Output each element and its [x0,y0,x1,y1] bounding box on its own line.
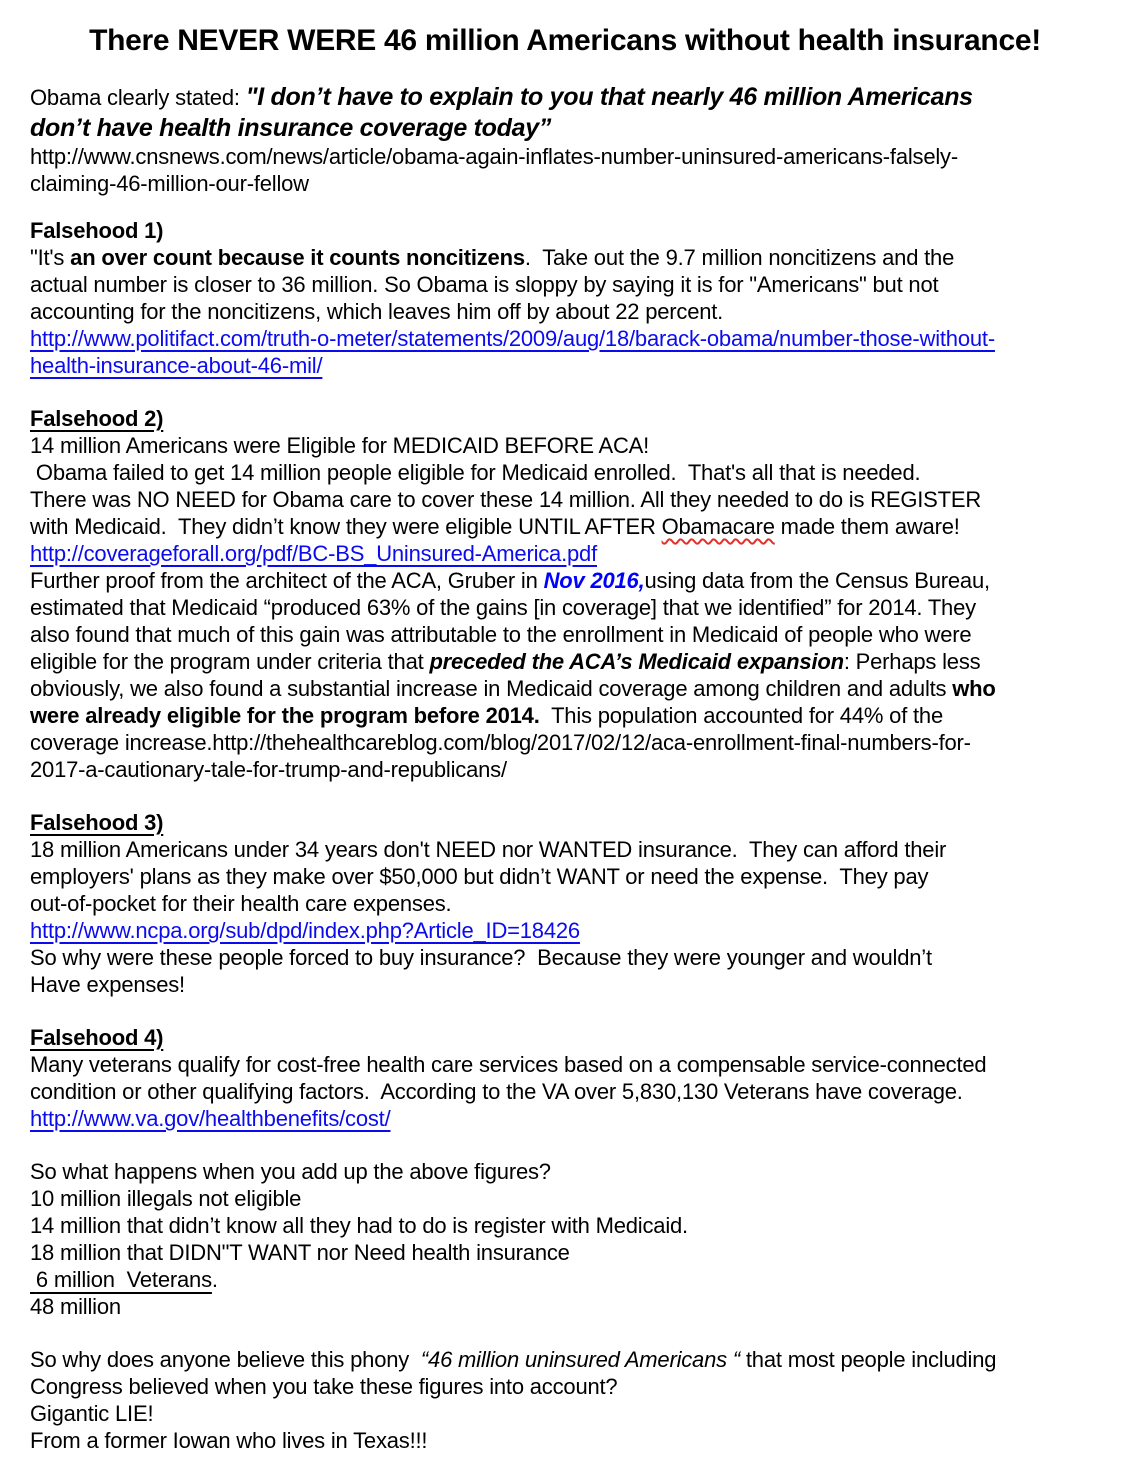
f2-text: using data from the Census Bureau, [644,568,990,593]
f2-text: with Medicaid. They didn’t know they were eligible UNTIL AFTER [30,514,662,539]
falsehood-3-heading: Falsehood 3) [30,810,164,835]
intro-lead: Obama clearly stated: [30,85,246,110]
blank-line [30,379,1100,405]
f2-bold-phrase-start: who [952,676,996,701]
falsehood-3-text-line-5: Have expenses! [30,972,185,997]
closing-line-4: From a former Iowan who lives in Texas!!! [30,1428,428,1453]
falsehood-1-text-line-1 [30,244,1100,271]
f2-bold-italic-phrase: preceded the ACA’s Medicaid expansion [429,649,844,674]
f1-bold-claim: an over count because it counts noncitizens [70,245,525,270]
coverageforall-link[interactable]: http://coverageforall.org/pdf/BC-BS_Uninsured-America.pdf [30,541,597,566]
document-page [30,24,1100,1454]
falsehood-3-text-line-3: out-of-pocket for their health care expenses. [30,891,452,916]
falsehood-4-heading-line [30,1024,1100,1051]
falsehood-2-text-line-2: Obama failed to get 14 million people eligible for Medicaid enrolled. That's all that is needed. [30,460,921,485]
closing-line-1 [30,1346,1100,1373]
summary-question: So what happens when you add up the above figures? [30,1159,551,1184]
ncpa-link[interactable]: http://www.ncpa.org/sub/dpd/index.php?Article_ID=18426 [30,918,580,943]
closing-italic-quote: “46 million uninsured Americans “ [420,1347,740,1372]
document-title: There NEVER WERE 46 million Americans without health insurance! [89,24,1041,57]
summary-line-illegals: 10 million illegals not eligible [30,1186,302,1211]
closing-line-3: Gigantic LIE! [30,1401,154,1426]
summary-line-veterans [30,1266,1100,1293]
falsehood-4-text-line-2: condition or other qualifying factors. According to the VA over 5,830,130 Veterans have coverage. [30,1079,963,1104]
f2-text: Further proof from the architect of the ACA, Gruber in [30,568,544,593]
politifact-link-line-1-wrap [30,325,1100,352]
falsehood-2-text-line-9 [30,675,1100,702]
summary-line-medicaid: 14 million that didn’t know all they had to do is register with Medicaid. [30,1213,688,1238]
cnsnews-url-line-2: claiming-46-million-our-fellow [30,171,309,196]
falsehood-3-text-line-4: So why were these people forced to buy insurance? Because they were younger and wouldn’t [30,945,932,970]
f2-text: This population accounted for 44% of the [539,703,943,728]
f2-text: : Perhaps less [843,649,981,674]
falsehood-1-text-line-2: actual number is closer to 36 million. So Obama is sloppy by saying it is for "Americans" but not [30,272,939,297]
falsehood-2-text-line-3: There was NO NEED for Obama care to cover these 14 million. All they needed to do is REGISTER [30,487,982,512]
politifact-link-line-2[interactable]: health-insurance-about-46-mil/ [30,353,323,378]
va-link-wrap [30,1105,1100,1132]
falsehood-4-text-line-1: Many veterans qualify for cost-free health care services based on a compensable service-connected [30,1052,987,1077]
obamacare-spellcheck-word: Obamacare [661,514,775,539]
closing-text: that most people including [739,1347,997,1372]
summary-line-didnt-want: 18 million that DIDN"T WANT nor Need health insurance [30,1240,570,1265]
politifact-link-line-1[interactable]: http://www.politifact.com/truth-o-meter/statements/2009/aug/18/barack-obama/number-those-without- [30,326,995,351]
thehealthcareblog-url-line-1: coverage increase.http://thehealthcareblog.com/blog/2017/02/12/aca-enrollment-final-numbers-for- [30,730,971,755]
summary-total: 48 million [30,1294,121,1319]
ncpa-link-wrap [30,917,1100,944]
f1-text: "It's [30,245,71,270]
veterans-sum-underlined: 6 million Veterans [30,1267,212,1292]
falsehood-2-text-line-5 [30,567,1100,594]
veterans-sum-period: . [211,1267,218,1292]
closing-line-2: Congress believed when you take these figures into account? [30,1374,618,1399]
falsehood-1-text-line-3: accounting for the noncitizens, which leaves him off by about 22 percent. [30,299,724,324]
blank-line [30,1132,1100,1158]
falsehood-4-heading: Falsehood 4) [30,1025,164,1050]
f2-bold-phrase-end: were already eligible for the program before 2014. [30,703,540,728]
blank-line [30,783,1100,809]
va-link[interactable]: http://www.va.gov/healthbenefits/cost/ [30,1106,391,1131]
thehealthcareblog-url-line-2: 2017-a-cautionary-tale-for-trump-and-republicans/ [30,757,507,782]
falsehood-2-text-line-4 [30,513,1100,540]
blank-line [30,1320,1100,1346]
politifact-link-line-2-wrap [30,352,1100,379]
f2-text: obviously, we also found a substantial increase in Medicaid coverage among children and adults [30,676,953,701]
nov-2016-highlight: Nov 2016, [543,568,645,593]
falsehood-2-text-line-1: 14 million Americans were Eligible for MEDICAID BEFORE ACA! [30,433,650,458]
f1-text: . Take out the 9.7 million noncitizens and the [524,245,955,270]
falsehood-2-heading: Falsehood 2) [30,406,164,431]
falsehood-3-text-line-1: 18 million Americans under 34 years don't NEED nor WANTED insurance. They can afford their [30,837,947,862]
intro-line-2 [30,113,1100,143]
f2-text: eligible for the program under criteria that [30,649,430,674]
falsehood-2-text-line-8 [30,648,1100,675]
falsehood-2-heading-line [30,405,1100,432]
obama-quote-line-2: don’t have health insurance coverage today” [30,114,552,142]
falsehood-2-text-line-6: estimated that Medicaid “produced 63% of the gains [in coverage] that we identified” for 2014. They [30,595,976,620]
cnsnews-url-line-1: http://www.cnsnews.com/news/article/obama-again-inflates-number-uninsured-americans-falsely- [30,144,958,169]
falsehood-2-text-line-10 [30,702,1100,729]
closing-text: So why does anyone believe this phony [30,1347,421,1372]
coverageforall-link-wrap [30,540,1100,567]
falsehood-3-heading-line [30,809,1100,836]
falsehood-1-heading-line [30,217,1100,244]
intro-line-1 [30,82,1100,113]
falsehood-2-text-line-7: also found that much of this gain was attributable to the enrollment in Medicaid of people who were [30,622,972,647]
f2-text: made them aware! [774,514,960,539]
blank-line [30,998,1100,1024]
falsehood-1-heading: Falsehood 1) [30,218,164,243]
falsehood-3-text-line-2: employers' plans as they make over $50,000 but didn’t WANT or need the expense. They pay [30,864,929,889]
obama-quote-line-1: "I don’t have to explain to you that nearly 46 million Americans [245,83,973,111]
blank-line [30,197,1100,217]
